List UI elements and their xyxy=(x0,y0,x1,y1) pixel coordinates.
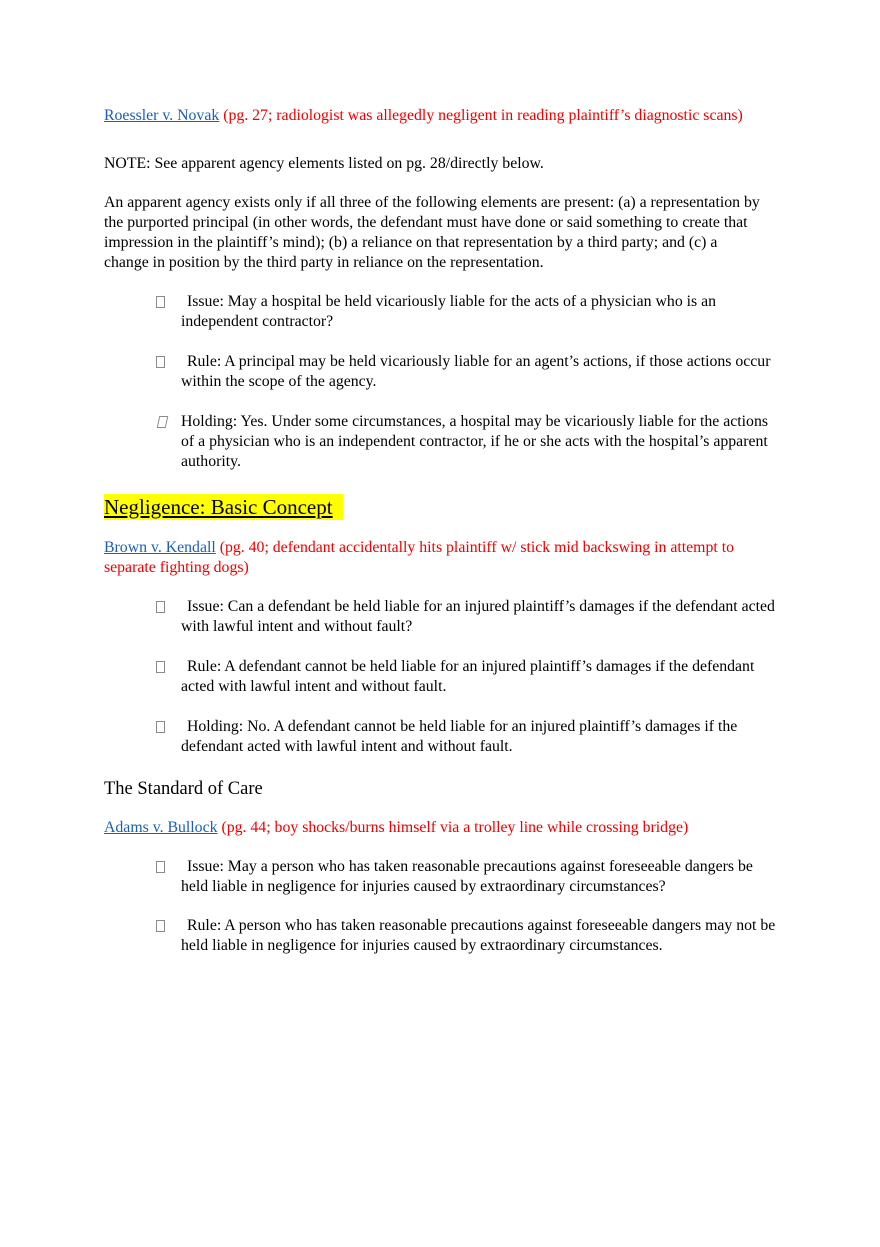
bullet-rest: dangers be held liable in negligence for injuries caused by extraordinary circumstances? xyxy=(181,858,753,895)
list-item xyxy=(156,412,776,472)
case-link-roessler[interactable]: Roessler v. Novak xyxy=(104,107,220,124)
case-heading-roessler xyxy=(104,106,776,126)
bullet-first-line: Issue: May a hospital be held vicariously liable for the acts of a physician who is an xyxy=(187,293,717,310)
checkbox-icon xyxy=(156,920,165,932)
checkbox-icon xyxy=(156,861,165,873)
bullet-first-line: Holding: Yes. Under some circumstances, a hospital may be vicariously liable for the xyxy=(181,413,720,430)
checkbox-icon xyxy=(157,416,169,428)
bullet-first-line: Issue: Can a defendant be held liable for an injured plaintiff’s damages if the xyxy=(187,598,672,615)
bullet-rest: defendant acted with lawful intent and without fault? xyxy=(181,598,775,635)
case-note: (pg. 44; boy shocks/burns himself via a trolley line while crossing bridge) xyxy=(221,819,689,836)
checkbox-icon xyxy=(156,296,165,308)
bullet-list xyxy=(156,292,776,472)
list-item xyxy=(156,717,776,757)
bullet-rest: defendant acted with lawful intent and without fault. xyxy=(181,658,755,695)
bullet-list xyxy=(156,597,776,757)
bullet-first-line: Rule: A principal may be held vicariously liable for an agent’s actions, if those xyxy=(187,353,683,370)
case-link-adams[interactable]: Adams v. Bullock xyxy=(104,819,218,836)
checkbox-icon xyxy=(156,356,165,368)
checkbox-icon xyxy=(156,721,165,733)
case-heading-adams xyxy=(104,818,776,838)
bullet-rest: may not be held liable in negligence for injuries caused by extraordinary circumstances. xyxy=(181,917,776,954)
list-item xyxy=(156,292,776,332)
document-page xyxy=(104,106,776,956)
bullet-list xyxy=(156,857,776,956)
list-item xyxy=(156,597,776,637)
negligence-heading: Negligence: Basic Concept xyxy=(104,494,343,520)
note-paragraph: NOTE: See apparent agency elements listed on pg. 28/directly below. xyxy=(104,155,544,172)
bullet-first-line: Rule: A defendant cannot be held liable for an injured plaintiff’s damages if the xyxy=(187,658,689,675)
standard-of-care-heading: The Standard of Care xyxy=(104,779,263,799)
case-link-brown[interactable]: Brown v. Kendall xyxy=(104,539,216,556)
checkbox-icon xyxy=(156,661,165,673)
bullet-rest: actions occur within the scope of the agency. xyxy=(181,353,771,390)
case-note: (pg. 40; defendant accidentally hits plaintiff w/ stick mid backswing in attempt to separate fighting dogs) xyxy=(104,539,734,576)
section-heading-wrap xyxy=(104,494,776,520)
list-item xyxy=(156,857,776,897)
apparent-agency-paragraph: An apparent agency exists only if all three of the following elements are present: (a) a representation by the purported principal (in other words, the defendant must have done or said something to create that impression in the plaintiff’s mind); (b) a reliance on that representation by a third party; and (c) a change in position by the third party in reliance on the representation. xyxy=(104,194,760,271)
list-item xyxy=(156,657,776,697)
bullet-first-line: Issue: May a person who has taken reasonable precautions against foreseeable xyxy=(187,858,681,875)
case-note: (pg. 27; radiologist was allegedly negligent in reading plaintiff’s diagnostic scans) xyxy=(223,107,743,124)
list-item xyxy=(156,352,776,392)
case-heading-brown xyxy=(104,538,776,578)
bullet-rest: independent contractor? xyxy=(181,313,334,330)
list-item xyxy=(156,916,776,956)
bullet-first-line: Holding: No. A defendant cannot be held liable for an injured plaintiff’s damages if xyxy=(187,718,715,735)
bullet-rest: actions of a physician who is an independent contractor, if he or she acts with the hospital’s apparent authority. xyxy=(181,413,768,470)
bullet-rest: the defendant acted with lawful intent and without fault. xyxy=(181,718,738,755)
bullet-first-line: Rule: A person who has taken reasonable precautions against foreseeable dangers xyxy=(187,917,702,934)
checkbox-icon xyxy=(156,601,165,613)
